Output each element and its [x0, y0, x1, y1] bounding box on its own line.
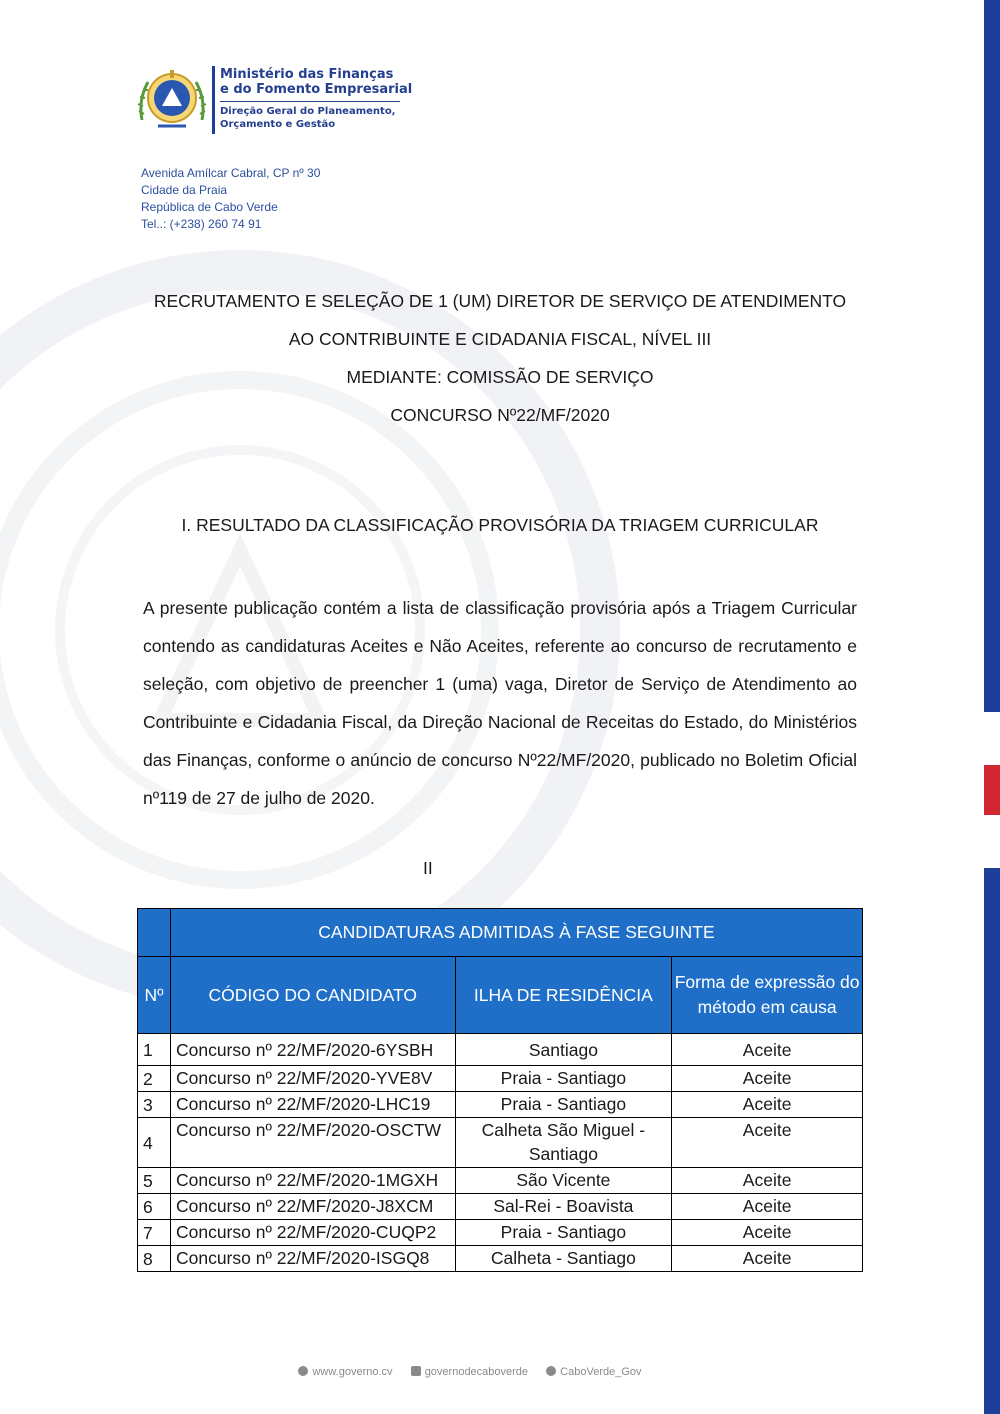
row-num: 2 [138, 1066, 171, 1092]
footer-facebook[interactable]: governodecaboverde [424, 1366, 529, 1378]
row-island: Praia - Santiago [455, 1066, 672, 1092]
table-row [138, 1168, 863, 1194]
caption-blank-cell [138, 909, 171, 957]
edge-stripe-blue-bottom [984, 868, 1000, 1414]
row-num: 5 [138, 1168, 171, 1194]
table-row [138, 1220, 863, 1246]
table-row [138, 1118, 863, 1168]
row-form: Aceite [672, 1118, 863, 1168]
facebook-icon [411, 1366, 421, 1376]
row-island: Calheta - Santiago [455, 1246, 672, 1272]
row-form: Aceite [672, 1246, 863, 1272]
header-form: Forma de expressão do método em causa [672, 957, 863, 1034]
row-form: Aceite [672, 1194, 863, 1220]
row-code: Concurso nº 22/MF/2020-CUQP2 [170, 1220, 455, 1246]
section-ii-heading: II [423, 858, 433, 878]
address-phone: Tel..: (+238) 260 74 91 [141, 217, 262, 231]
row-island: Praia - Santiago [455, 1092, 672, 1118]
body-paragraph: A presente publicação contém a lista de classificação provisória após a Triagem Curricular contendo as candidaturas Aceites e Não Aceites, referente ao concurso de recrutamento e seleção, com objetivo de preencher 1 (uma) vaga, Diretor de Serviço de Atendimento ao Contribuinte e Cidadania Fiscal, da Direção Nacional de Receitas do Estado, do Ministérios das Finanças, conforme o anúncio de concurso Nº22/MF/2020, publicado no Boletim Oficial nº119 de 27 de julho de 2020. [143, 598, 857, 808]
row-code: Concurso nº 22/MF/2020-J8XCM [170, 1194, 455, 1220]
table-row [138, 1194, 863, 1220]
table-row [138, 1246, 863, 1272]
row-form: Aceite [672, 1168, 863, 1194]
row-num: 8 [138, 1246, 171, 1272]
ministry-separator [220, 101, 400, 102]
row-code: Concurso nº 22/MF/2020-6YSBH [170, 1034, 455, 1066]
document-title [130, 287, 870, 439]
header-island: ILHA DE RESIDÊNCIA [455, 957, 672, 1034]
table-caption: CANDIDATURAS ADMITIDAS À FASE SEGUINTE [170, 909, 862, 957]
row-island: Sal-Rei - Boavista [455, 1194, 672, 1220]
table-row [138, 1092, 863, 1118]
row-code: Concurso nº 22/MF/2020-LHC19 [170, 1092, 455, 1118]
footer-website[interactable]: www.governo.cv [312, 1366, 393, 1378]
row-form: Aceite [672, 1034, 863, 1066]
edge-stripe-red [984, 765, 1000, 815]
row-code: Concurso nº 22/MF/2020-1MGXH [170, 1168, 455, 1194]
globe-icon [298, 1366, 308, 1376]
cabo-verde-emblem-logo [134, 62, 210, 138]
row-code: Concurso nº 22/MF/2020-YVE8V [170, 1066, 455, 1092]
row-form: Aceite [672, 1220, 863, 1246]
row-code: Concurso nº 22/MF/2020-OSCTW [170, 1118, 455, 1168]
row-num: 7 [138, 1220, 171, 1246]
header-num: Nº [138, 957, 171, 1034]
row-num: 3 [138, 1092, 171, 1118]
table-caption-row [138, 909, 863, 957]
address-country: República de Cabo Verde [141, 200, 278, 214]
table-row [138, 1034, 863, 1066]
row-island: Calheta São Miguel - Santiago [455, 1118, 672, 1168]
edge-stripe-blue-top [984, 0, 1000, 712]
department-line-2: Orçamento e Gestão [220, 119, 336, 130]
ministry-line-1: Ministério das Finanças [220, 67, 394, 82]
row-code: Concurso nº 22/MF/2020-ISGQ8 [170, 1246, 455, 1272]
title-line-2: AO CONTRIBUINTE E CIDADANIA FISCAL, NÍVEL III [288, 329, 712, 349]
table-row [138, 1066, 863, 1092]
row-num: 1 [138, 1034, 171, 1066]
table-header-row [138, 957, 863, 1034]
address-city: Cidade da Praia [141, 183, 228, 197]
row-island: Praia - Santiago [455, 1220, 672, 1246]
results-table [137, 908, 863, 1272]
row-num: 4 [138, 1118, 171, 1168]
title-line-1: RECRUTAMENTO E SELEÇÃO DE 1 (UM) DIRETOR DE SERVIÇO DE ATENDIMENTO [153, 291, 847, 311]
ministry-name [220, 67, 412, 131]
department-line-1: Direção Geral do Planeamento, [220, 106, 396, 117]
title-line-4: CONCURSO Nº22/MF/2020 [390, 405, 610, 425]
footer [0, 1366, 940, 1378]
row-island: Santiago [455, 1034, 672, 1066]
twitter-icon [546, 1366, 556, 1376]
header-code: CÓDIGO DO CANDIDATO [170, 957, 455, 1034]
section-title: I. RESULTADO DA CLASSIFICAÇÃO PROVISÓRIA DA TRIAGEM CURRICULAR [181, 515, 819, 535]
footer-twitter[interactable]: CaboVerde_Gov [560, 1366, 642, 1378]
address-street: Avenida Amílcar Cabral, CP nº 30 [141, 166, 321, 180]
ministry-line-2: e do Fomento Empresarial [220, 82, 413, 97]
title-line-3: MEDIANTE: COMISSÃO DE SERVIÇO [346, 367, 654, 387]
row-form: Aceite [672, 1066, 863, 1092]
row-num: 6 [138, 1194, 171, 1220]
logo-divider [212, 66, 215, 134]
row-island: São Vicente [455, 1168, 672, 1194]
row-form: Aceite [672, 1092, 863, 1118]
address-block [141, 165, 320, 233]
